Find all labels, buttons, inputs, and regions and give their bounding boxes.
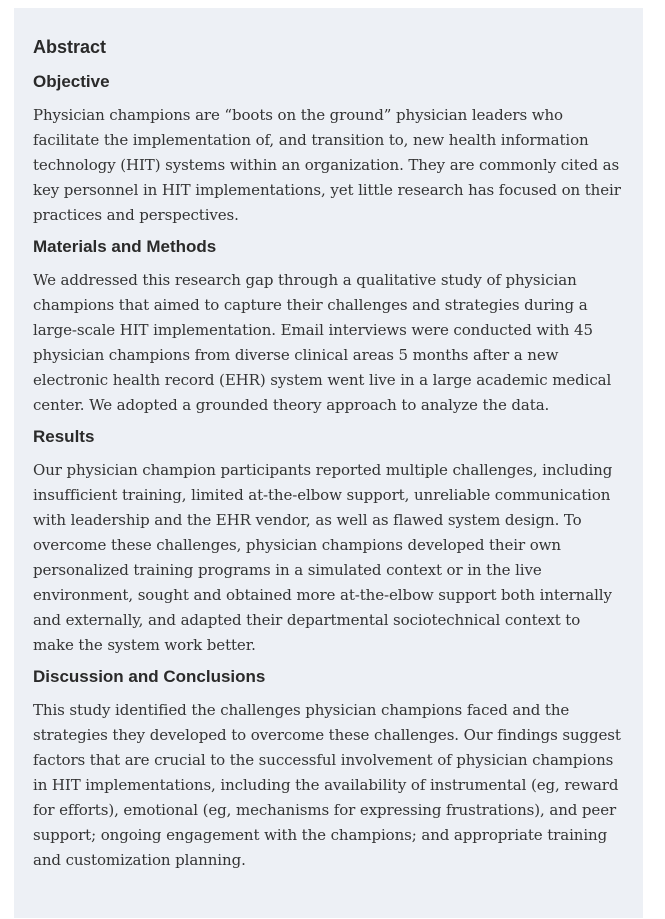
section-body-results: Our physician champion participants reported multiple challenges, including insufficient training, limited at-the-elbow support, unreliable communication with leadership and the EHR vendor, as well as flawed system design. To overcome these challenges, physician champions developed their own personalized training programs in a simulated context or in the live environment, sought and obtained more at-the-elbow support both internally and externally, and adapted their departmental sociotechnical context to make the system work better.: [33, 461, 613, 654]
discussion-conclusions-section: [33, 666, 624, 873]
section-heading-materials-methods: Materials and Methods: [33, 237, 217, 256]
section-body-discussion-conclusions: This study identified the challenges physician champions faced and the strategies they developed to overcome these challenges. Our findings suggest factors that are crucial to the successful involvement of physician champions in HIT implementations, including the availability of instrumental (eg, reward for efforts), emotional (eg, mechanisms for expressing frustrations), and peer support; ongoing engagement with the champions; and appropriate training and customization planning.: [33, 701, 621, 869]
abstract-panel: [14, 8, 643, 918]
abstract-title: Abstract: [33, 37, 107, 57]
results-section: [33, 426, 624, 658]
materials-methods-section: [33, 236, 624, 418]
section-heading-results: Results: [33, 427, 95, 446]
objective-section: [33, 71, 624, 228]
section-body-materials-methods: We addressed this research gap through a qualitative study of physician champions that aimed to capture their challenges and strategies during a large-scale HIT implementation. Email interviews were conducted with 45 physician champions from diverse clinical areas 5 months after a new electronic health record (EHR) system went live in a large academic medical center. We adopted a grounded theory approach to analyze the data.: [33, 271, 612, 414]
section-heading-objective: Objective: [33, 72, 110, 91]
section-heading-discussion-conclusions: Discussion and Conclusions: [33, 667, 266, 686]
section-body-objective: Physician champions are “boots on the ground” physician leaders who facilitate the implementation of, and transition to, new health information technology (HIT) systems within an organization. They are commonly cited as key personnel in HIT implementations, yet little research has focused on their practices and perspectives.: [33, 106, 621, 224]
